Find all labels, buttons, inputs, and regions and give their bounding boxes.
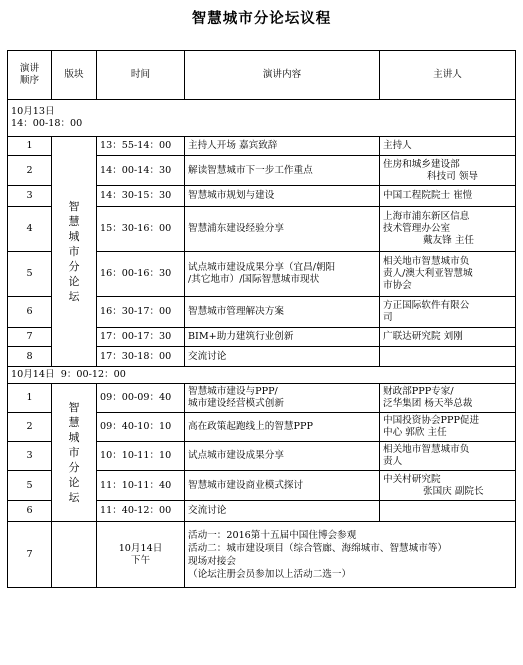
- day2-section-row: [8, 367, 516, 384]
- day2-board: 智慧城市分论坛: [52, 384, 97, 522]
- day1-board: 智慧城市分论坛: [52, 137, 97, 367]
- page-title: 智慧城市分论坛议程: [191, 11, 332, 27]
- header-content: 演讲内容: [185, 51, 380, 100]
- table-row: 2 14：00-14：30 解读智慧城市下一步工作重点 住房和城乡建设部 科技司 领导: [8, 156, 516, 186]
- afternoon-time: 10月14日 下午: [97, 522, 185, 588]
- day2-date: 10月14日 9：00-12：00: [8, 367, 516, 384]
- table-row: 3 10：10-11：10 试点城市建设成果分享 相关地市智慧城市负 责人: [8, 442, 516, 471]
- table-row: 1 智慧城市分论坛 13：55-14：00 主持人开场 嘉宾致辞 主持人: [8, 137, 516, 156]
- afternoon-row: 7 10月14日 下午 活动一：2016第十五届中国住博会参观 活动二：城市建设项目（综合管廊、海绵城市、智慧城市等） 现场对接会 （论坛注册会员参加以上活动二选一）: [8, 522, 516, 588]
- table-row: 5 16：00-16：30 试点城市建设成果分享（宜昌/朝阳 /其它地市）/国际智慧城市现状 相关地市智慧城市负 责人/澳大利亚智慧城 市协会: [8, 252, 516, 297]
- table-row: 2 09：40-10：10 高在政策起跑线上的智慧PPP 中国投资协会PPP促进 中心 郭欣 主任: [8, 413, 516, 442]
- table-row: 7 17：00-17：30 BIM+助力建筑行业创新 广联达研究院 刘刚: [8, 328, 516, 347]
- header-row: [8, 51, 516, 100]
- table-row: 3 14：30-15：30 智慧城市规划与建设 中国工程院院士 崔愷: [8, 186, 516, 207]
- header-time: 时间: [97, 51, 185, 100]
- header-board: 版块: [52, 51, 97, 100]
- table-row: 6 16：30-17：00 智慧城市管理解决方案 方正国际软件有限公 司: [8, 297, 516, 328]
- table-row: 6 11：40-12：00 交流讨论: [8, 501, 516, 522]
- day1-section-row: [8, 100, 516, 137]
- afternoon-activities: 活动一：2016第十五届中国住博会参观 活动二：城市建设项目（综合管廊、海绵城市、智慧城市等） 现场对接会 （论坛注册会员参加以上活动二选一）: [185, 522, 516, 588]
- header-speaker: 主讲人: [380, 51, 516, 100]
- table-row: 8 17：30-18：00 交流讨论: [8, 347, 516, 367]
- table-row: 5 11：10-11：40 智慧城市建设商业模式探讨 中关村研究院 张国庆 副院长: [8, 471, 516, 501]
- agenda-table: [7, 50, 516, 588]
- table-row: 1 智慧城市分论坛 09：00-09：40 智慧城市建设与PPP/ 城市建设经营模式创新 财政部PPP专家/ 泛华集团 杨天举总裁: [8, 384, 516, 413]
- header-order: 演讲 顺序: [8, 51, 52, 100]
- table-row: 4 15：30-16：00 智慧浦东建设经验分享 上海市浦东新区信息 技术管理办公室 戴友锋 主任: [8, 207, 516, 252]
- day1-date: 10月13日 14：00-18：00: [8, 100, 516, 137]
